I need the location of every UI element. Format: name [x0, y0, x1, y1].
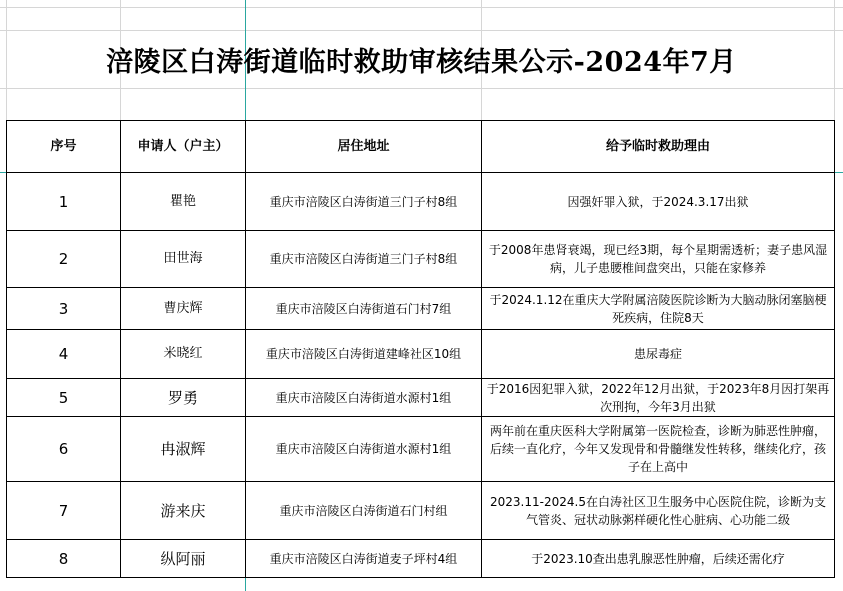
- cell-applicant[interactable]: 曹庆辉: [121, 288, 246, 330]
- header-address[interactable]: 居住地址: [246, 121, 482, 173]
- cell-reason[interactable]: 因强奸罪入狱，于2024.3.17出狱: [482, 173, 835, 231]
- cell-address[interactable]: 重庆市涪陵区白涛街道水源村1组: [246, 379, 482, 417]
- cell-applicant[interactable]: 瞿艳: [121, 173, 246, 231]
- header-index[interactable]: 序号: [7, 121, 121, 173]
- cell-reason[interactable]: 于2008年患肾衰竭，现已经3期，每个星期需透析；妻子患风湿病，儿子患腰椎间盘突出，只能在家修养: [482, 231, 835, 288]
- table-row: [7, 288, 835, 330]
- table-row: [7, 173, 835, 231]
- cell-applicant[interactable]: 纵阿丽: [121, 540, 246, 578]
- header-reason[interactable]: 给予临时救助理由: [482, 121, 835, 173]
- cell-address[interactable]: 重庆市涪陵区白涛街道建峰社区10组: [246, 330, 482, 379]
- cell-reason[interactable]: 2023.11-2024.5在白涛社区卫生服务中心医院住院，诊断为支气管炎、冠状动脉粥样硬化性心脏病、心功能二级: [482, 482, 835, 540]
- cell-index[interactable]: 8: [7, 540, 121, 578]
- cell-reason[interactable]: 于2016因犯罪入狱，2022年12月出狱，于2023年8月因打架再次刑拘，今年3月出狱: [482, 379, 835, 417]
- cell-address[interactable]: 重庆市涪陵区白涛街道麦子坪村4组: [246, 540, 482, 578]
- table-row: [7, 231, 835, 288]
- gridline: [0, 7, 843, 8]
- cell-address[interactable]: 重庆市涪陵区白涛街道水源村1组: [246, 417, 482, 482]
- page-title: 涪陵区白涛街道临时救助审核结果公示-2024年7月: [106, 47, 737, 78]
- cell-index[interactable]: 7: [7, 482, 121, 540]
- table-row: [7, 540, 835, 578]
- cell-index[interactable]: 3: [7, 288, 121, 330]
- header-applicant[interactable]: 申请人（户主）: [121, 121, 246, 173]
- cell-address[interactable]: 重庆市涪陵区白涛街道三门子村8组: [246, 173, 482, 231]
- table-row: [7, 330, 835, 379]
- cell-index[interactable]: 2: [7, 231, 121, 288]
- table-row: [7, 379, 835, 417]
- cell-index[interactable]: 6: [7, 417, 121, 482]
- cell-applicant[interactable]: 米晓红: [121, 330, 246, 379]
- cell-reason[interactable]: 两年前在重庆医科大学附属第一医院检查，诊断为肺恶性肿瘤，后续一直化疗，今年又发现骨和骨髓继发性转移，继续化疗，孩子在上高中: [482, 417, 835, 482]
- cell-reason[interactable]: 患尿毒症: [482, 330, 835, 379]
- cell-address[interactable]: 重庆市涪陵区白涛街道石门村组: [246, 482, 482, 540]
- cell-reason[interactable]: 于2024.1.12在重庆大学附属涪陵医院诊断为大脑动脉闭塞脑梗死疾病，住院8天: [482, 288, 835, 330]
- header-row: [7, 121, 835, 173]
- table-row: [7, 482, 835, 540]
- cell-applicant[interactable]: 游来庆: [121, 482, 246, 540]
- table-row: [7, 417, 835, 482]
- cell-reason[interactable]: 于2023.10查出患乳腺恶性肿瘤，后续还需化疗: [482, 540, 835, 578]
- cell-index[interactable]: 1: [7, 173, 121, 231]
- gridline: [0, 30, 843, 31]
- cell-applicant[interactable]: 田世海: [121, 231, 246, 288]
- cell-index[interactable]: 4: [7, 330, 121, 379]
- cell-address[interactable]: 重庆市涪陵区白涛街道三门子村8组: [246, 231, 482, 288]
- cell-applicant[interactable]: 冉淑辉: [121, 417, 246, 482]
- cell-index[interactable]: 5: [7, 379, 121, 417]
- gridline: [0, 88, 843, 89]
- cell-applicant[interactable]: 罗勇: [121, 379, 246, 417]
- cell-address[interactable]: 重庆市涪陵区白涛街道石门村7组: [246, 288, 482, 330]
- relief-table: [6, 120, 835, 578]
